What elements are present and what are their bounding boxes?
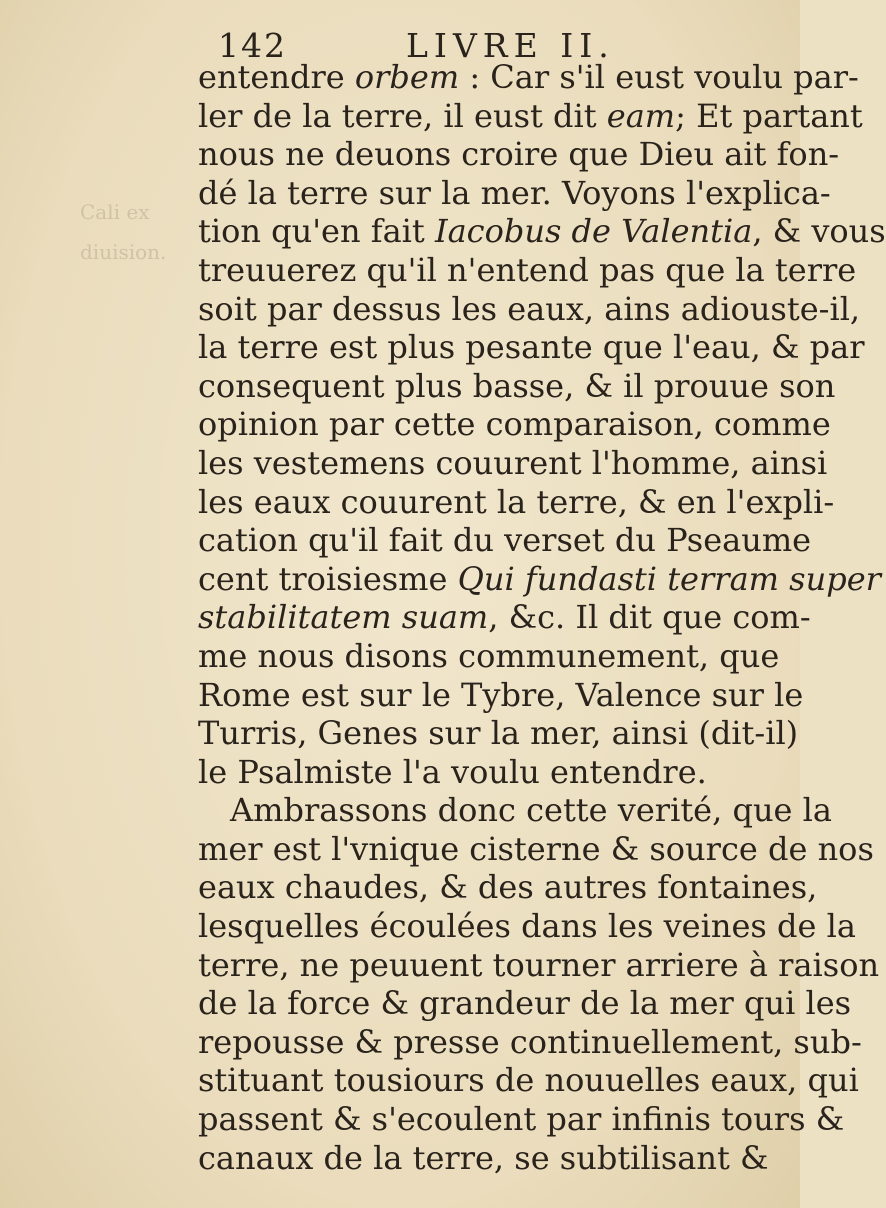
text-span: la terre est plus pesante que l'eau, & par [198, 328, 865, 367]
margin-note-line: Cali ex [80, 200, 150, 224]
text-line [198, 907, 856, 946]
margin-note [80, 192, 200, 272]
text-line [198, 250, 857, 290]
text-span: , & vous [752, 212, 886, 251]
body-text [198, 58, 886, 1177]
text-line [198, 443, 828, 483]
text-line [198, 1022, 862, 1062]
text-span: : Car s'il eust voulu par- [459, 58, 859, 96]
text-span: dé la terre sur la mer. Voyons l'explica- [198, 173, 831, 212]
text-span: le Psalmiste l'a voulu entendre. [198, 752, 707, 791]
text-span: consequent plus basse, & il prouue son [198, 366, 836, 405]
text-line [198, 58, 859, 97]
running-head: LIVRE II. [406, 26, 615, 65]
text-span: cent troisiesme [198, 559, 458, 598]
italic-text: eam [606, 96, 676, 135]
text-line [198, 945, 880, 985]
text-line [198, 714, 799, 753]
text-line [198, 289, 861, 329]
italic-text: Qui fundasti terram super [457, 559, 881, 598]
text-line [198, 1100, 845, 1139]
text-span: soit par dessus les eaux, ains adiouste-il, [198, 289, 861, 328]
text-line [198, 173, 831, 213]
text-line [198, 212, 886, 251]
text-line [198, 328, 865, 367]
text-span: stituant tousiours de nouuelles eaux, qui [198, 1061, 859, 1100]
text-span: Rome est sur le Tybre, Valence sur le [198, 675, 804, 714]
text-span: entendre [198, 58, 355, 96]
text-span: nous ne deuons croire que Dieu ait fon- [198, 135, 840, 174]
text-line [198, 791, 832, 830]
text-span: opinion par cette comparaison, comme [198, 405, 831, 444]
text-span: cation qu'il fait du verset du Pseaume [198, 521, 812, 560]
text-span: me nous disons communement, que [198, 636, 780, 675]
text-span: canaux de la terre, se subtilisant & [198, 1138, 769, 1177]
text-line [198, 753, 768, 792]
text-span: lesquelles écoulées dans les veines de la [198, 907, 856, 946]
text-span: , &c. Il dit que com- [488, 598, 811, 637]
text-line [198, 482, 835, 522]
text-line [198, 1061, 859, 1100]
text-line [198, 636, 780, 676]
text-span: Ambrassons donc cette verité, que la [230, 791, 832, 830]
text-span: mer est l'vnique cisterne & source de nos [198, 829, 874, 868]
text-line [198, 521, 812, 560]
text-span: repousse & presse continuellement, sub- [198, 1022, 862, 1061]
italic-text: Iacobus de Valentia [434, 212, 753, 251]
italic-text: stabilitatem suam [198, 598, 489, 637]
text-line [198, 598, 811, 637]
text-line [198, 984, 852, 1023]
text-span: ler de la terre, il eust dit [198, 96, 607, 135]
italic-text: orbem [354, 58, 460, 96]
text-span: treuuerez qu'il n'entend pas que la terre [198, 250, 857, 289]
margin-note-line: diuision. [80, 240, 167, 264]
text-span: ; Et partant [675, 96, 863, 135]
text-span: terre, ne peuuent tourner arriere à raison [198, 945, 880, 984]
text-span: les vestemens couurent l'homme, ainsi [198, 443, 828, 482]
text-line [198, 868, 818, 907]
page-number: 142 [218, 26, 287, 65]
text-line [198, 135, 840, 174]
text-span: passent & s'ecoulent par infinis tours & [198, 1100, 845, 1139]
text-line [198, 96, 863, 136]
text-span: les eaux couurent la terre, & en l'expli- [198, 482, 835, 521]
text-span: eaux chaudes, & des autres fontaines, [198, 868, 818, 907]
text-line [198, 1139, 768, 1178]
text-span: de la force & grandeur de la mer qui les [198, 984, 852, 1023]
text-line [198, 829, 874, 869]
text-line [198, 675, 804, 715]
text-span: Turris, Genes sur la mer, ainsi (dit-il) [198, 714, 799, 753]
text-line [198, 559, 881, 599]
text-line [198, 405, 831, 444]
text-span: tion qu'en fait [198, 212, 435, 251]
text-line [198, 366, 836, 406]
